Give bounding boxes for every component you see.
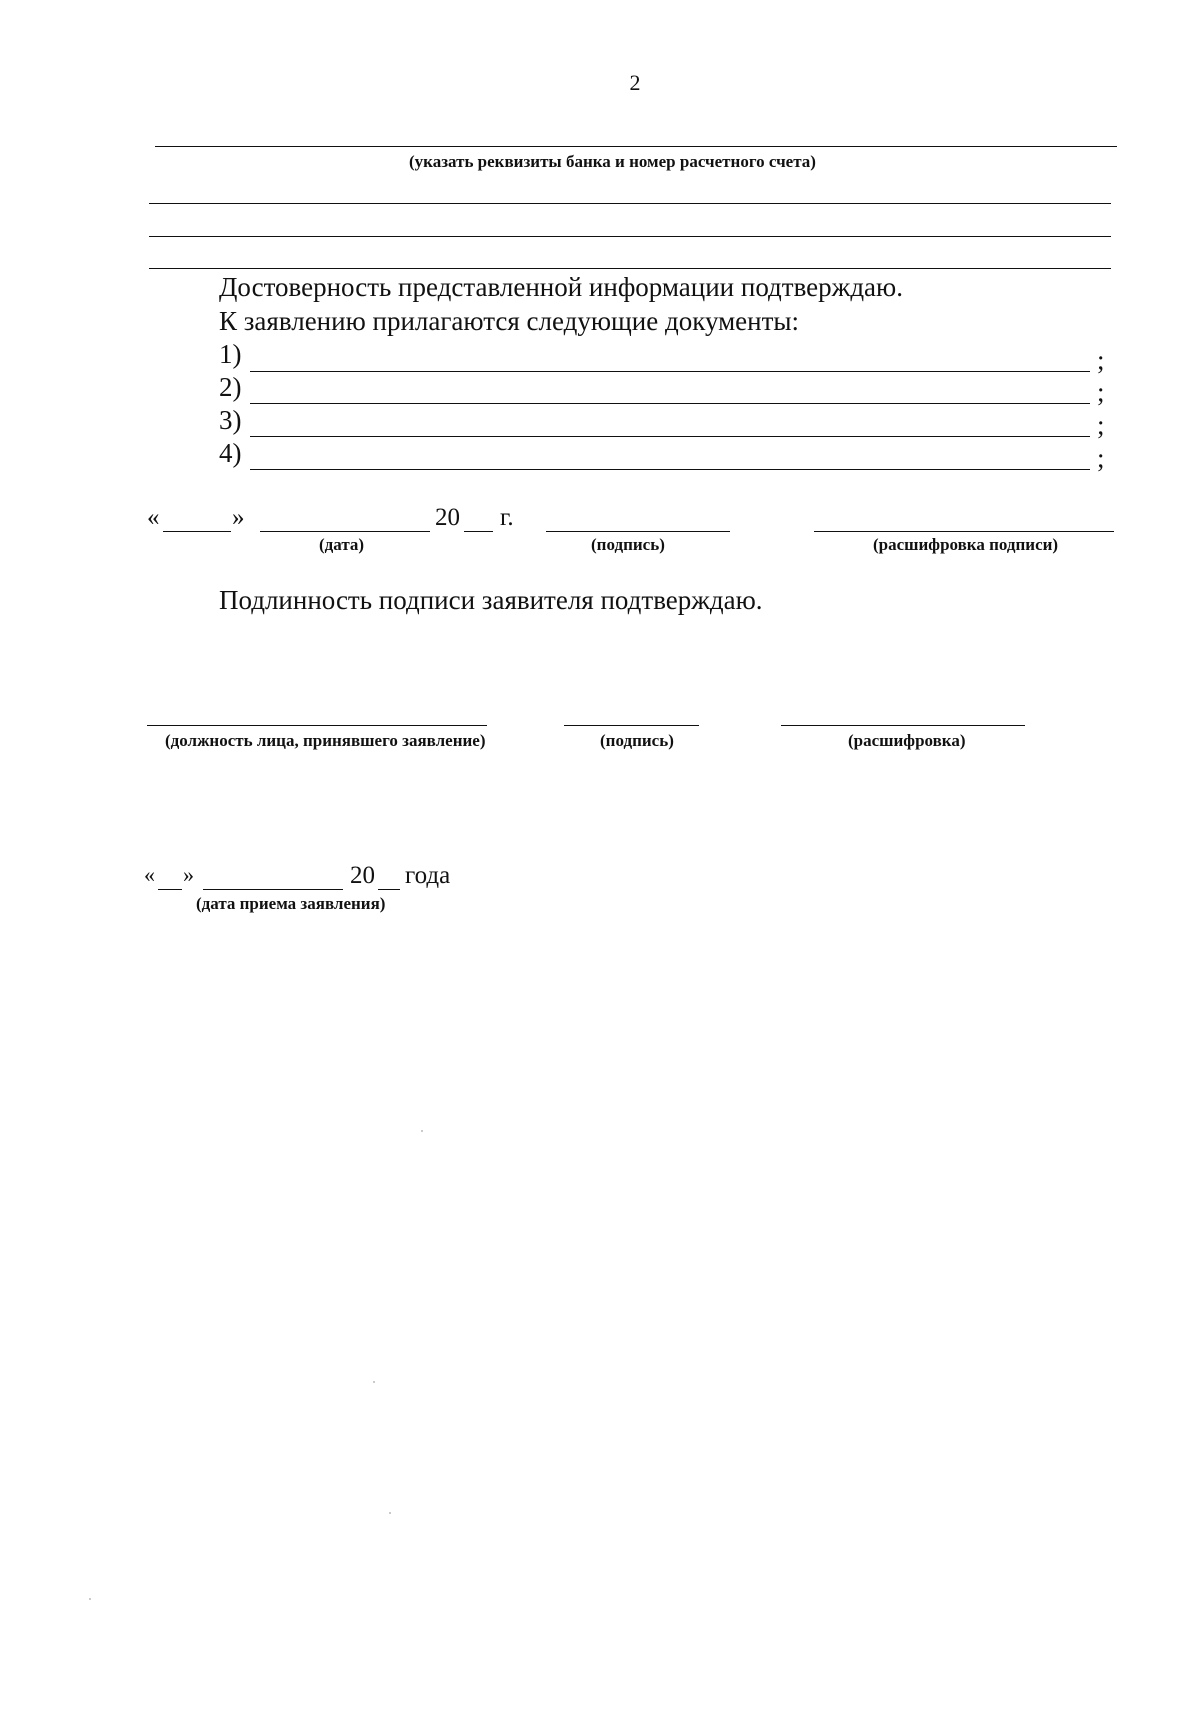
attachment-number-3: 3) xyxy=(219,405,242,435)
reliability-statement: Достоверность представленной информации подтверждаю. xyxy=(219,272,903,302)
receipt-year-prefix: 20 xyxy=(350,862,375,889)
official-signature-caption: (подпись) xyxy=(600,731,674,750)
receipt-year-suffix: года xyxy=(405,862,451,889)
scan-speck xyxy=(421,1130,423,1132)
scan-speck xyxy=(89,1598,91,1600)
attachment-line-2[interactable] xyxy=(250,403,1090,404)
attachment-line-1[interactable] xyxy=(250,371,1090,372)
official-decoding-line[interactable] xyxy=(781,725,1025,726)
attachment-end-3: ; xyxy=(1097,410,1105,440)
bank-details-caption: (указать реквизиты банка и номер расчетного счета) xyxy=(409,152,816,171)
attachment-number-2: 2) xyxy=(219,372,242,402)
receipt-quote-close: » xyxy=(183,862,194,887)
applicant-signature-line[interactable] xyxy=(546,531,730,532)
attachment-number-4: 4) xyxy=(219,438,242,468)
applicant-signature-caption: (подпись) xyxy=(591,535,665,554)
bank-details-line-4[interactable] xyxy=(149,268,1111,269)
receipt-month-line[interactable] xyxy=(203,889,343,890)
attachment-end-4: ; xyxy=(1097,443,1105,473)
applicant-quote-close: » xyxy=(232,504,245,531)
applicant-year-suffix: г. xyxy=(500,504,514,531)
official-position-line[interactable] xyxy=(147,725,487,726)
attachment-line-3[interactable] xyxy=(250,436,1090,437)
receipt-quote-open: « xyxy=(144,862,155,887)
bank-details-line-2[interactable] xyxy=(149,203,1111,204)
authenticity-statement: Подлинность подписи заявителя подтверждаю. xyxy=(219,585,763,615)
applicant-quote-open: « xyxy=(147,504,160,531)
applicant-month-line[interactable] xyxy=(260,531,430,532)
receipt-year-line[interactable] xyxy=(378,889,400,890)
official-position-caption: (должность лица, принявшего заявление) xyxy=(165,731,486,750)
bank-details-line-3[interactable] xyxy=(149,236,1111,237)
attachments-intro: К заявлению прилагаются следующие документы: xyxy=(219,306,800,336)
attachment-end-2: ; xyxy=(1097,377,1105,407)
attachment-number-1: 1) xyxy=(219,339,242,369)
attachment-line-4[interactable] xyxy=(250,469,1090,470)
page-number: 2 xyxy=(629,70,641,95)
attachment-end-1: ; xyxy=(1097,345,1105,375)
bank-details-line-1[interactable] xyxy=(155,146,1117,147)
receipt-day-line[interactable] xyxy=(158,889,182,890)
applicant-year-line[interactable] xyxy=(464,531,493,532)
receipt-date-caption: (дата приема заявления) xyxy=(196,894,386,913)
scan-speck xyxy=(373,1381,375,1383)
official-decoding-caption: (расшифровка) xyxy=(848,731,966,750)
applicant-date-caption: (дата) xyxy=(319,535,365,554)
applicant-year-prefix: 20 xyxy=(435,504,460,531)
official-signature-line[interactable] xyxy=(564,725,699,726)
applicant-decoding-line[interactable] xyxy=(814,531,1114,532)
scan-speck xyxy=(389,1512,391,1514)
applicant-decoding-caption: (расшифровка подписи) xyxy=(873,535,1059,554)
applicant-day-line[interactable] xyxy=(163,531,231,532)
